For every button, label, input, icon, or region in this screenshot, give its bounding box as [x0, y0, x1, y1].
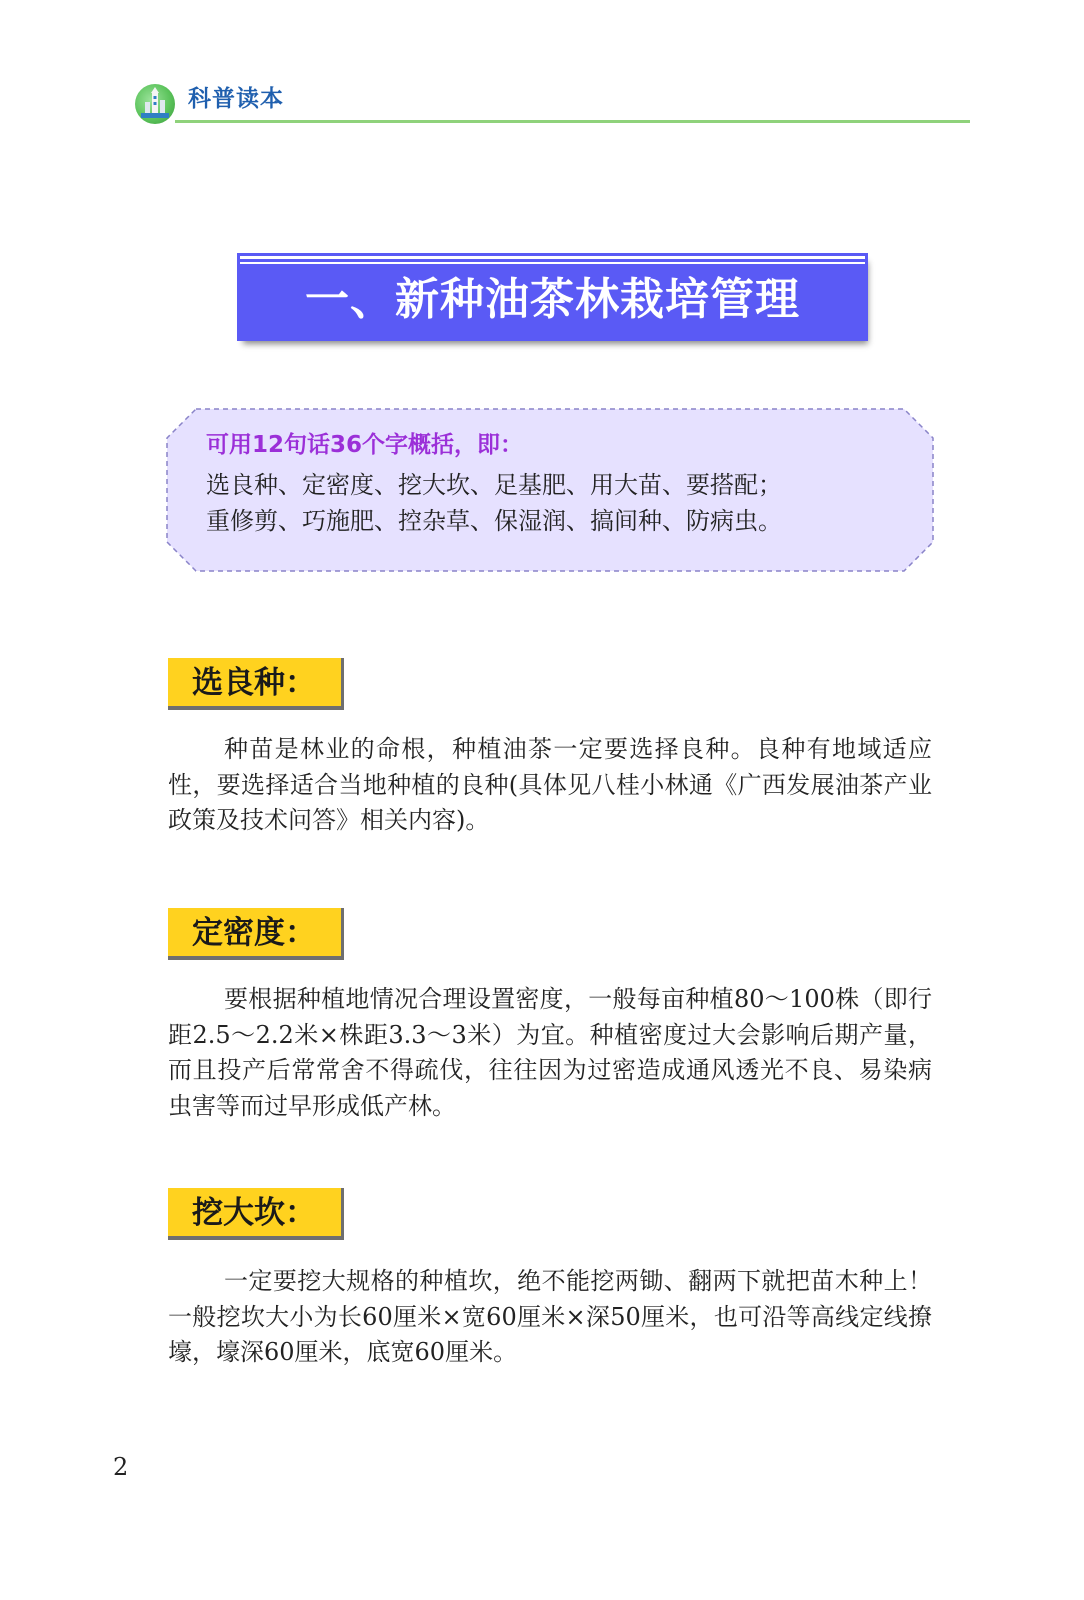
section-label-text: 挖大坎：: [192, 1195, 316, 1231]
page-header: [135, 80, 955, 124]
banner-inner-line: [240, 262, 865, 264]
summary-intro: 可用12句话36个字概括，即：: [206, 432, 524, 458]
summary-line-2: 重修剪、巧施肥、控杂草、保湿润、搞间种、防病虫。: [206, 507, 782, 535]
section-body-dig-pits: 一定要挖大规格的种植坎，绝不能挖两锄、翻两下就把苗木种上！一般挖坎大小为长60厘米×宽60厘米×深50厘米，也可沿等高线定线撩壕，壕深60厘米，底宽60厘米。: [168, 1267, 932, 1366]
book-series-title: 科普读本: [188, 86, 284, 112]
tower-logo-icon: [135, 84, 175, 124]
section-label-text: 选良种：: [192, 665, 316, 701]
section-label-dig-pits: [168, 1188, 344, 1240]
section-label-planting-density: [168, 908, 344, 960]
section-body-select-variety: 种苗是林业的命根，种植油茶一定要选择良种。良种有地域适应性，要选择适合当地种植的良种(具体见八桂小林通《广西发展油茶产业政策及技术问答》相关内容)。: [168, 735, 932, 834]
header-divider: [175, 120, 970, 123]
summary-line-1: 选良种、定密度、挖大坎、足基肥、用大苗、要搭配；: [206, 471, 782, 499]
chapter-title: 一、新种油茶林栽培管理: [305, 274, 800, 325]
section-label-select-variety: [168, 658, 344, 710]
section-label-text: 定密度：: [192, 915, 316, 951]
section-body-planting-density: 要根据种植地情况合理设置密度，一般每亩种植80～100株（即行距2.5～2.2米×株距3.3～3米）为宜。种植密度过大会影响后期产量，而且投产后常常舍不得疏伐，往往因为过密造成通风透光不良、易染病虫害等而过早形成低产林。: [168, 985, 932, 1120]
chapter-title-banner: [240, 256, 865, 338]
summary-box: [166, 408, 934, 572]
page-number: 2: [113, 1453, 129, 1481]
